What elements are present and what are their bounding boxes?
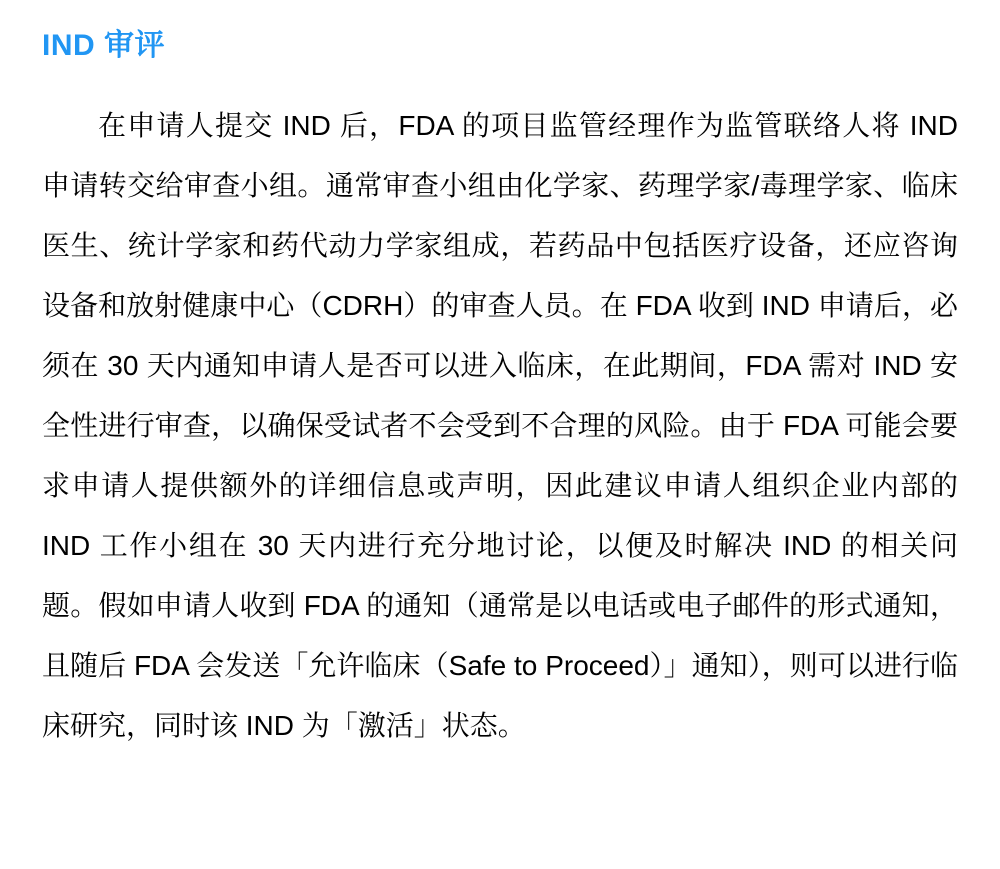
body-paragraph: 在申请人提交 IND 后，FDA 的项目监管经理作为监管联络人将 IND 申请转交给审查小组。通常审查小组由化学家、药理学家/毒理学家、临床医生、统计学家和药代动力学家组成，若药品中包括医疗设备，还应咨询设备和放射健康中心（CDRH）的审查人员。在 FDA 收到 IND 申请后，必须在 30 天内通知申请人是否可以进入临床，在此期间，FDA 需对 IND 安全性进行审查，以确保受试者不会受到不合理的风险。由于 FDA 可能会要求申请人提供额外的详细信息或声明，因此建议申请人组织企业内部的 IND 工作小组在 30 天内进行充分地讨论，以便及时解决 IND 的相关问题。假如申请人收到 FDA 的通知（通常是以电话或电子邮件的形式通知，且随后 FDA 会发送「允许临床（Safe to Proceed）」通知），则可以进行临床研究，同时该 IND 为「激活」状态。 <box>42 110 958 741</box>
section-title: IND 审评 <box>42 29 165 62</box>
